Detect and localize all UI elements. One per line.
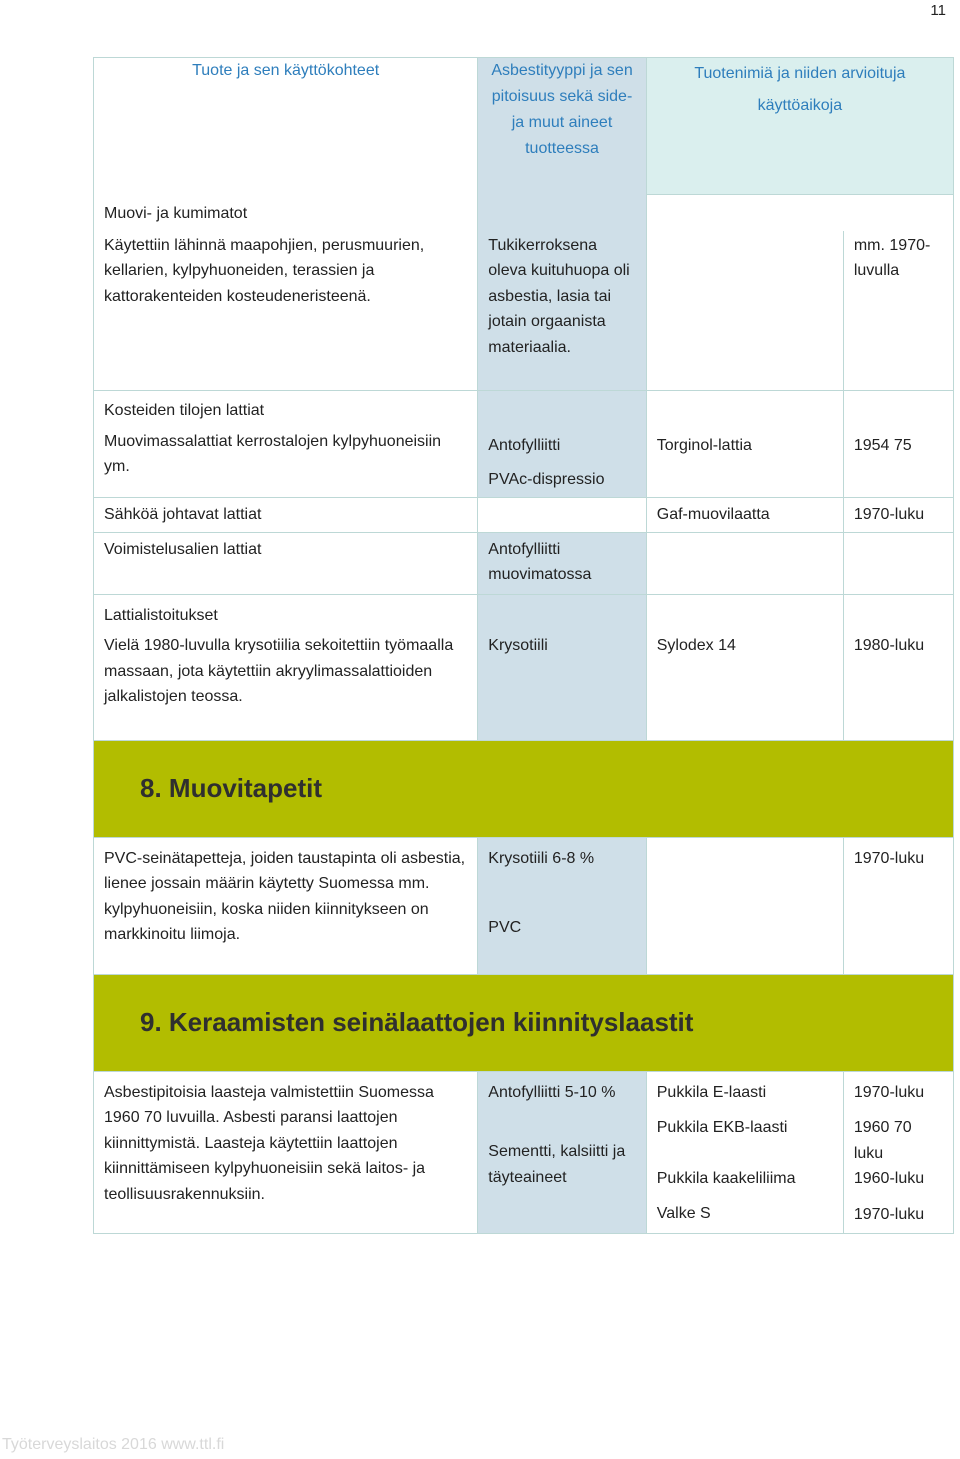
section-9-years: 1960-luku: [853, 1170, 925, 1187]
table-row: [94, 497, 954, 532]
row-title-kosteat: Kosteiden tilojen lattiat: [94, 391, 478, 427]
row-title-sahko: Sähköä johtavat lattiat: [94, 497, 478, 532]
table-row: [94, 427, 954, 498]
section-8-binder: PVC: [488, 919, 522, 936]
section-9-desc: Asbestipitoisia laasteja valmistettiin Suomessa 1960 70 luvuilla. Asbesti paransi laattojen kiinnittymistä. Laasteja käytettiin laattojen kiinnittämiseen kylpyhuoneisiin sekä laitos- ja teollisuusrakennuksiin.: [94, 1071, 478, 1233]
row-binder-kosteat: PVAc-dispressio: [488, 470, 605, 488]
table-row: [94, 391, 954, 427]
row-product-listoitus: Sylodex 14: [646, 630, 843, 740]
row-desc-listoitus: Vielä 1980-luvulla krysotiilia sekoitettiin työmaalla massaan, jota käytettiin akryylimassalattioiden jalkalistojen teossa.: [94, 630, 478, 740]
row-product-kosteat: Torginol-lattia: [646, 427, 843, 498]
table-row: [94, 1071, 954, 1233]
section-9-product: Valke S: [656, 1205, 711, 1222]
section-9-asbestos: Antofylliitti 5-10 %: [488, 1083, 616, 1101]
section-8-desc: PVC-seinätapetteja, joiden taustapinta oli asbestia, lienee jossain määrin käytetty Suomessa mm. kylpyhuoneisiin, koska niiden kiinnitykseen on markkinoitu liimoja.: [94, 837, 478, 974]
asbestos-products-table: [93, 57, 954, 1234]
row-desc-muovimatot: Käytettiin lähinnä maapohjien, perusmuurien, kellarien, kylpyhuoneiden, terassien ja kattorakenteiden kosteudeneristeenä.: [94, 231, 478, 391]
header-asbestos-type: Asbestityyppi ja sen pitoisuus sekä side- ja muut aineet tuotteessa: [478, 58, 646, 195]
page-number: 11: [930, 2, 946, 19]
section-9-years: 1970-luku: [853, 1205, 925, 1223]
row-asbestos-muovimatot: Tukikerroksena oleva kuituhuopa oli asbestia, lasia tai jotain orgaanista materiaalia.: [478, 231, 646, 391]
row-title-voimistelu: Voimistelusalien lattiat: [94, 532, 478, 594]
row-desc-kosteat: Muovimassalattiat kerrostalojen kylpyhuoneisiin ym.: [94, 427, 478, 498]
table-row: [94, 231, 954, 391]
table-row: [94, 195, 954, 231]
section-header-row: [94, 974, 954, 1071]
section-9-binder: Sementti, kalsiitti ja täyteaineet: [488, 1143, 626, 1186]
footer-text: Työterveyslaitos 2016 www.ttl.fi: [2, 1436, 225, 1453]
section-header-row: [94, 740, 954, 837]
table-row: [94, 837, 954, 974]
section-9-years: 1960 70 luku: [853, 1119, 912, 1162]
row-product-sahko: Gaf-muovilaatta: [646, 497, 843, 532]
header-product-use: Tuote ja sen käyttökohteet: [94, 58, 478, 195]
section-8-years: 1970-luku: [843, 837, 953, 974]
header-product-names: Tuotenimiä ja niiden arvioituja käyttöaikoja: [646, 58, 953, 195]
row-years-muovimatot: mm. 1970-luvulla: [843, 231, 953, 391]
row-years-kosteat: 1954 75: [843, 427, 953, 498]
section-9-title: 9. Keraamisten seinälaattojen kiinnityslaastit: [94, 974, 954, 1071]
table-header-row: [94, 58, 954, 195]
row-asbestos-listoitus: Krysotiili: [478, 630, 646, 740]
section-9-years: 1970-luku: [853, 1083, 925, 1101]
row-asbestos-kosteat: Antofylliitti: [488, 436, 561, 454]
row-asbestos-voimistelu: Antofylliitti muovimatossa: [478, 532, 646, 594]
row-title-listoitus: Lattialistoitukset: [94, 594, 478, 630]
row-title-muovimatot: Muovi- ja kumimatot: [94, 195, 478, 231]
section-9-product: Pukkila EKB-laasti: [656, 1119, 788, 1136]
table-row: [94, 630, 954, 740]
section-9-product: Pukkila kaakeliliima: [656, 1169, 796, 1187]
table-row: [94, 594, 954, 630]
row-years-sahko: 1970-luku: [843, 497, 953, 532]
section-8-asbestos: Krysotiili 6-8 %: [488, 849, 595, 867]
section-9-product: Pukkila E-laasti: [656, 1083, 767, 1101]
table-row: [94, 532, 954, 594]
section-8-title: 8. Muovitapetit: [94, 740, 954, 837]
row-years-listoitus: 1980-luku: [843, 630, 953, 740]
